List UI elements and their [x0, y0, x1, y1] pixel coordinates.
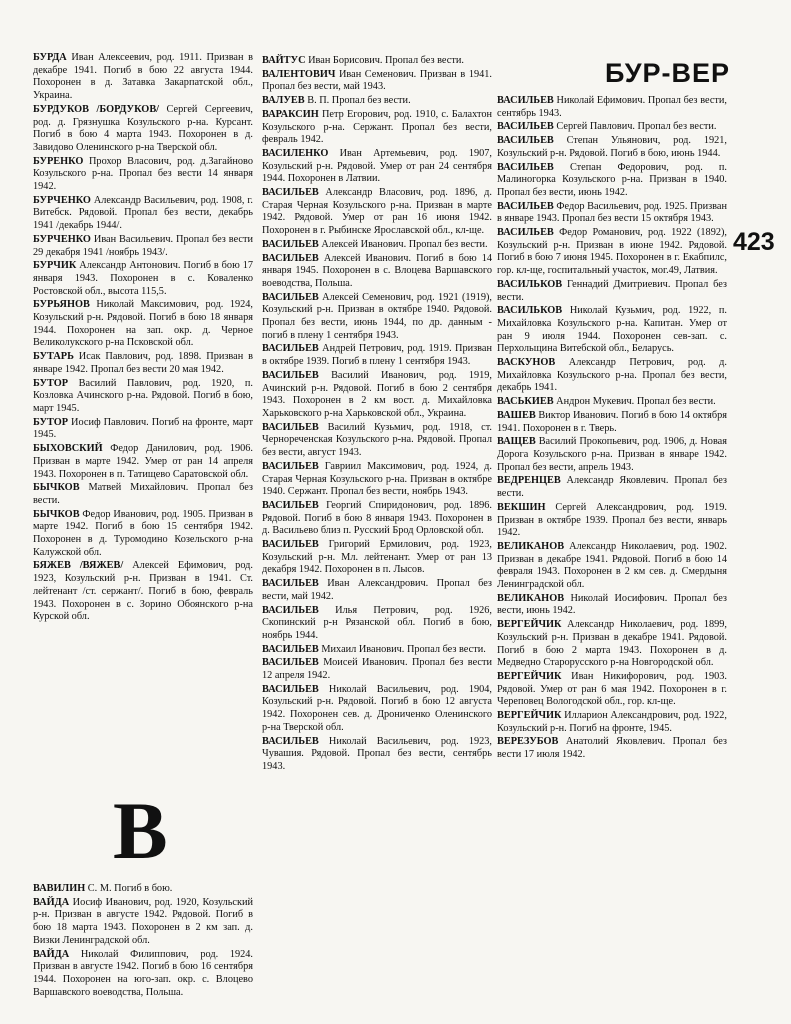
entry-text: Алексей Иванович. Погиб в бою 14 января 1945. Похоронен в с. Влоцева Варшавского воеводства, Польша.: [262, 252, 492, 289]
entry-text: Иван Васильевич. Пропал без вести 29 декабря 1941 /ноябрь 1943/.: [33, 233, 253, 258]
entry-surname: БУРЕНКО: [33, 155, 84, 167]
column-2: [262, 55, 492, 775]
entry-text: Георгий Спиридонович, род. 1896. Рядовой. Погиб в бою 8 января 1943. Похоронен в д. Васильево близ п. Русский Брод Орловской обл.: [262, 499, 492, 537]
entry-text: Федор Васильевич, род. 1925. Призван в январе 1943. Пропал без вести 15 октября 1943.: [497, 200, 727, 225]
entry-surname: ВАЛЕНТОВИЧ: [262, 68, 336, 80]
entry-text: Иван Борисович. Пропал без вести.: [305, 55, 464, 66]
entry: [33, 351, 253, 376]
entry-text: Николай Васильевич, род. 1904, Козульский р-н. Рядовой. Погиб в бою 12 августа 1942. Похоронен сев. д. Дрониченко Оленинского р-на Тверской обл.: [262, 683, 492, 733]
entry: [33, 156, 253, 194]
entry-surname: БУТОР: [33, 416, 69, 428]
entry-text: Алексей Семенович, род. 1921 (1919), Козульский р-н. Призван в октябре 1940. Рядовой. Пропал без вести, июнь 1944, по др. данным - погиб в плену 1 сентября 1943.: [262, 291, 492, 341]
entry-surname: ВАСИЛЬЕВ: [497, 200, 554, 212]
entry-text: Андрей Петрович, род. 1919. Призван в октябре 1939. Погиб в плену 1 сентября 1943.: [262, 343, 492, 368]
entry: [262, 644, 492, 657]
entry-surname: ВАЩЕВ: [497, 436, 536, 448]
entry-text: Сергей Сергеевич, род. д. Грязнушка Козульского р-на. Курсант. Погиб в бою 4 марта 1943. Похоронен в д. Завидово Оленинского р-на Тверской обл.: [33, 103, 253, 153]
entry-surname: БУРЧЕНКО: [33, 233, 91, 245]
entry-text: Степан Ульянович, род. 1921, Козульский р-н. Рядовой. Погиб в бою, июнь 1944.: [497, 135, 727, 159]
entry: [33, 897, 253, 948]
entry: [262, 292, 492, 343]
entry-text: В. П. Пропал без вести.: [304, 95, 411, 107]
entry: [262, 187, 492, 238]
entry: [497, 541, 727, 592]
entry-surname: ВАВИЛИН: [33, 883, 86, 894]
entry: [33, 195, 253, 233]
entry-text: С. М. Погиб в бою.: [85, 883, 173, 894]
entry-text: Петр Егорович, род. 1910, с. Балахтон Козульского р-на. Сержант. Пропал без вести, февраль 1942.: [262, 108, 492, 146]
entry-surname: ВЕКШИН: [497, 501, 546, 513]
entry-text: Илья Петрович, род. 1926, Скопинский р-н Рязанской обл. Погиб в бою, ноябрь 1944.: [262, 604, 492, 641]
entry-surname: ВЕРГЕЙЧИК: [497, 710, 562, 722]
entry-surname: ВЕРЕЗУБОВ: [497, 736, 559, 748]
entry-surname: БУРДУКОВ /БОРДУКОВ/: [33, 103, 160, 115]
entry-text: Александр Николаевич, род. 1902. Призван в декабре 1941. Рядовой. Погиб в бою 14 февраля 1943. Похоронен в 2 км сев. д. Смердыня Ленинградской обл.: [497, 540, 727, 591]
entry: [262, 500, 492, 538]
entry-text: Геннадий Дмитриевич. Пропал без вести.: [497, 278, 727, 303]
entry: [497, 396, 727, 409]
entry: [33, 234, 253, 259]
entry: [262, 148, 492, 186]
entry-text: Анатолий Яковлевич. Пропал без вести 17 июля 1942.: [497, 736, 727, 761]
entry-surname: ВЕЛИКАНОВ: [497, 540, 565, 552]
entry: [497, 135, 727, 160]
entry: [497, 201, 727, 226]
entry: [33, 52, 253, 103]
entry-text: Сергей Павлович. Пропал без вести.: [553, 121, 717, 133]
entry: [262, 69, 492, 94]
entry: [262, 343, 492, 368]
entry-surname: ВАСИЛЬЕВ: [262, 735, 319, 747]
entry: [262, 239, 492, 252]
entry: [33, 378, 253, 416]
entry-text: Василий Прокопьевич, род. 1906, д. Новая Дорога Козульского р-на. Призван в январе 1942. Пропал без вести, апрель 1943.: [497, 436, 727, 473]
entry: [33, 482, 253, 507]
entry-text: Николай Ефимович. Пропал без вести, сентябрь 1943.: [497, 95, 727, 119]
entry-surname: ВАСИЛЬЕВ: [262, 657, 319, 669]
column-1: [33, 52, 253, 625]
entry-text: Василий Кузьмич, род. 1918, ст. Чернореченская Козульского р-на. Рядовой. Пропал без вести, август 1943.: [262, 421, 492, 459]
entry-text: Виктор Иванович. Погиб в бою 14 октября 1941. Похоронен в г. Тверь.: [497, 409, 727, 434]
entry-surname: ВЕРГЕЙЧИК: [497, 619, 562, 631]
entry-surname: ВАСИЛЬЕВ: [497, 161, 554, 173]
entry-text: Николай Филиппович, род. 1924. Призван в августе 1942. Погиб в бою 16 сентября 1944. Похоронен на юго-зап. окр. с. Влоцево Варшавского воеводства, Польша.: [33, 948, 253, 998]
entry-surname: БЯЖЕВ /ВЯЖЕВ/: [33, 560, 124, 572]
entry-text: Федор Данилович, род. 1906. Призван в марте 1942. Умер от ран 14 апреля 1943. Похоронен в п. Татищево Саратовской обл.: [33, 443, 253, 480]
entry-surname: ВАСИЛЬЕВ: [262, 421, 319, 433]
entry-surname: ВАСИЛЬЕВ: [497, 227, 554, 239]
entry-surname: БУРЧИК: [33, 260, 77, 272]
entry-text: Иосиф Иванович, род. 1920, Козульский р-н. Призван в августе 1942. Рядовой. Погиб в бою 18 марта 1943. Похоронен в 2 км зап. д. Визки Ленинградской обл.: [33, 896, 253, 946]
entry: [33, 260, 253, 298]
entry-text: Алексей Ефимович, род. 1923, Козульский р-н. Призван в 1941. Ст. лейтенант /ст. сержант/. Погиб в бою, февраль 1943. Похоронен в с. Зорино Обоянского р-на Курской обл.: [33, 560, 253, 623]
entry: [497, 710, 727, 735]
entry-surname: ВАСИЛЬЕВ: [497, 121, 554, 133]
entry-text: Степан Федорович, род. п. Малиногорка Козульского р-на. Призван в 1940. Пропал без вести, июнь 1942.: [497, 161, 727, 198]
entry-text: Прохор Власович, род. д.Загайново Козульского р-на. Пропал без вести 14 января 1942.: [33, 155, 253, 193]
entry-surname: БУРЧЕНКО: [33, 194, 91, 206]
entry-text: Илларион Александрович, род. 1922, Козульский р-н. Погиб на фронте, 1945.: [497, 710, 727, 734]
entry: [262, 605, 492, 643]
entry-text: Николай Васильевич, род. 1923, Чувашия. Рядовой. Пропал без вести, сентябрь 1943.: [262, 735, 492, 772]
entry: [497, 305, 727, 356]
entry: [262, 370, 492, 421]
entry-surname: ВАСИЛЬЕВ: [262, 291, 319, 303]
entry: [262, 657, 492, 682]
entry: [33, 104, 253, 155]
entry: [497, 227, 727, 278]
entry-surname: ВЕЛИКАНОВ: [497, 592, 565, 604]
entry-text: Иван Александрович. Пропал без вести, май 1942.: [262, 578, 492, 602]
entry-surname: ВАСИЛЬКОВ: [497, 305, 563, 317]
entry-text: Алексей Иванович. Пропал без вести.: [318, 238, 488, 250]
entry-surname: ВАСКУНОВ: [497, 357, 556, 369]
entry: [497, 593, 727, 618]
entry: [262, 109, 492, 147]
entry: [497, 671, 727, 709]
entry: [497, 410, 727, 435]
entry-surname: ВАСИЛЬЕВ: [497, 135, 554, 147]
entry-text: Михаил Иванович. Пропал без вести.: [318, 643, 486, 655]
entry-surname: ВАСИЛЬЕВ: [262, 604, 319, 616]
entry: [497, 357, 727, 395]
entry-text: Василий Павлович, род. 1920, п. Козловка Ачинского р-на. Рядовой. Погиб в бою, март 1945.: [33, 377, 253, 414]
page-header: БУР-ВЕР: [605, 58, 731, 88]
entry-surname: ВАСИЛЬЕВ: [262, 369, 319, 381]
entry-surname: ВАРАКСИН: [262, 108, 319, 120]
entry-text: Александр Власович, род. 1896, д. Старая Черная Козульского р-на. Призван в марте 1942. Рядовой. Умер от ран 16 июня 1942. Похоронен в г. Рыбинске Ярославской обл., кл-ще.: [262, 187, 492, 237]
entry-surname: ВЕРГЕЙЧИК: [497, 670, 562, 682]
entry-surname: БУТОР: [33, 377, 69, 389]
entry-surname: ВАСИЛЬЕВ: [262, 343, 319, 355]
entry-surname: БЫЧКОВ: [33, 482, 80, 494]
entry: [33, 883, 253, 896]
entry-text: Федор Романович, род. 1922 (1892), Козульский р-н. Призван в июне 1942. Рядовой. Погиб в бою 7 июня 1945. Похоронен в г. Екабпилс, гор. кл-ще, госпитальный участок, мог.49, Латвия.: [497, 227, 727, 277]
column-3: [497, 95, 727, 763]
entry: [497, 121, 727, 134]
entry-text: Сергей Александрович, род. 1919. Призван в октябре 1939. Пропал без вести, январь 1942.: [497, 501, 727, 539]
entry-surname: ВАСИЛЬКОВ: [497, 278, 563, 290]
entry-text: Исак Павлович, род. 1898. Призван в январе 1942. Пропал без вести 20 мая 1942.: [33, 351, 253, 375]
entry-surname: БЫХОВСКИЙ: [33, 443, 103, 455]
entry-surname: ВАЙТУС: [262, 55, 306, 66]
entry-text: Николай Максимович, род. 1924, Козульский р-н. Рядовой. Погиб в бою 18 января 1944. Похоронен на зап. окр. д. Черное Великолукского р-на Псковской обл.: [33, 299, 253, 349]
entry-surname: ВАСИЛЬЕВ: [262, 499, 319, 511]
section-letter: В: [113, 785, 168, 876]
entry-surname: ВАЙДА: [33, 948, 70, 960]
entry: [262, 736, 492, 774]
entry: [262, 422, 492, 460]
entry-text: Василий Иванович, род. 1919, Ачинский р-н. Рядовой. Погиб в бою 2 сентября 1943. Похоронен в 2 км вост. д. Михайловка Харьковского р-на Харьковской обл., Украина.: [262, 369, 492, 419]
entry-text: Иван Семенович. Призван в 1941. Пропал без вести, май 1943.: [262, 68, 492, 93]
entry: [33, 417, 253, 442]
column-1-section-v: [33, 883, 253, 1000]
entry-surname: ВАСИЛЬЕВ: [262, 683, 319, 695]
entry-surname: ВАСИЛЬЕВ: [262, 187, 319, 199]
entry: [262, 461, 492, 499]
entry-text: Иван Никифорович, род. 1903. Рядовой. Умер от ран 6 мая 1942. Похоронен в г. Череповец Вологодской обл., гор. кл-ще.: [497, 670, 727, 708]
entry-surname: ВАЙДА: [33, 896, 70, 908]
entry-text: Моисей Иванович. Пропал без вести 12 апреля 1942.: [262, 657, 492, 682]
entry-surname: ВЕДРЕНЦЕВ: [497, 475, 561, 487]
entry-surname: БУРЬЯНОВ: [33, 299, 90, 311]
entry-surname: ВАСИЛЬЕВ: [262, 252, 319, 264]
entry-surname: ВАСИЛЬЕВ: [262, 460, 319, 472]
entry-surname: ВАСИЛЕНКО: [262, 147, 329, 159]
entry: [33, 949, 253, 1000]
entry-surname: ВАСИЛЬЕВ: [497, 95, 554, 106]
entry: [33, 299, 253, 350]
entry-surname: БУТАРЬ: [33, 351, 74, 363]
entry-text: Николай Кузьмич, род. 1922, п. Михайловка Козульского р-на. Капитан. Умер от ран 9 июля 1944. Похоронен сев-зап. с. Перхольщина Витебской обл., Беларусь.: [497, 305, 727, 355]
entry-surname: ВАСИЛЬЕВ: [262, 578, 319, 590]
entry-text: Андрон Мукевич. Пропал без вести.: [553, 396, 716, 408]
entry: [262, 253, 492, 291]
entry-text: Федор Иванович, род. 1905. Призван в марте 1942. Погиб в бою 15 сентября 1942. Похоронен в д. Туромодино Козельского р-на Калужской обл.: [33, 508, 253, 558]
entry-surname: ВАСИЛЬЕВ: [262, 238, 319, 250]
entry-surname: ВАЛУЕВ: [262, 95, 305, 107]
entry: [262, 578, 492, 603]
entry-surname: БУРДА: [33, 52, 67, 63]
entry: [497, 95, 727, 120]
entry-surname: БЫЧКОВ: [33, 508, 80, 520]
entry: [497, 736, 727, 761]
entry: [33, 560, 253, 624]
entry-text: Гавриил Максимович, род. 1924, д. Старая Черная Козульского р-на. Призван в октябре 1940. Сержант. Пропал без вести, ноябрь 1943.: [262, 460, 492, 498]
entry: [262, 539, 492, 577]
entry-text: Матвей Михайлович. Пропал без вести.: [33, 482, 253, 506]
entry: [33, 509, 253, 560]
entry-surname: ВАСИЛЬЕВ: [262, 539, 319, 551]
entry-text: Николай Иосифович. Пропал без вести, июнь 1942.: [497, 592, 727, 617]
entry: [497, 436, 727, 474]
entry-text: Иосиф Павлович. Погиб на фронте, март 1945.: [33, 416, 253, 441]
page-number: 423: [733, 228, 775, 256]
entry: [262, 55, 492, 68]
entry: [497, 475, 727, 500]
entry-text: Иван Артемьевич, род. 1907, Козульский р-н. Рядовой. Умер от ран 24 сентября 1944. Похоронен в Латвии.: [262, 147, 492, 185]
entry-text: Александр Николаевич, род. 1899, Козульский р-н. Призван в декабре 1941. Рядовой. Погиб в бою 2 марта 1943. Похоронен в д. Медведно Старорусского р-на Новгородской обл.: [497, 619, 727, 669]
entry-text: Григорий Ермилович, род. 1923, Козульский р-н. Мл. лейтенант. Умер от ран 13 декабря 1942. Похоронен в п. Лысов.: [262, 539, 492, 576]
entry: [33, 443, 253, 481]
entry-text: Александр Яковлевич. Пропал без вести.: [497, 475, 727, 500]
entry-text: Александр Антонович. Погиб в бою 17 января 1943. Похоронен в с. Коваленко Ростовской обл., высота 115,5.: [33, 260, 253, 297]
entry: [497, 619, 727, 670]
entry: [497, 279, 727, 304]
entry: [497, 502, 727, 540]
entry: [262, 684, 492, 735]
entry-surname: ВАСИЛЬЕВ: [262, 643, 319, 655]
entry-text: Александр Васильевич, род. 1908, г. Витебск. Рядовой. Пропал без вести, декабрь 1941 /декабрь 1944/.: [33, 194, 253, 232]
entry-surname: ВАСЬКИЕВ: [497, 396, 554, 408]
entry: [262, 95, 492, 108]
entry: [497, 162, 727, 200]
entry-surname: ВАШЕВ: [497, 409, 536, 421]
entry-text: Александр Петрович, род. д. Михайловка Козульского р-на. Пропал без вести, декабрь 1941.: [497, 357, 727, 394]
entry-text: Иван Алексеевич, род. 1911. Призван в декабре 1941. Погиб в бою 22 августа 1944. Похоронен в д. Затавка Закарпатской обл., Украина.: [33, 52, 253, 102]
